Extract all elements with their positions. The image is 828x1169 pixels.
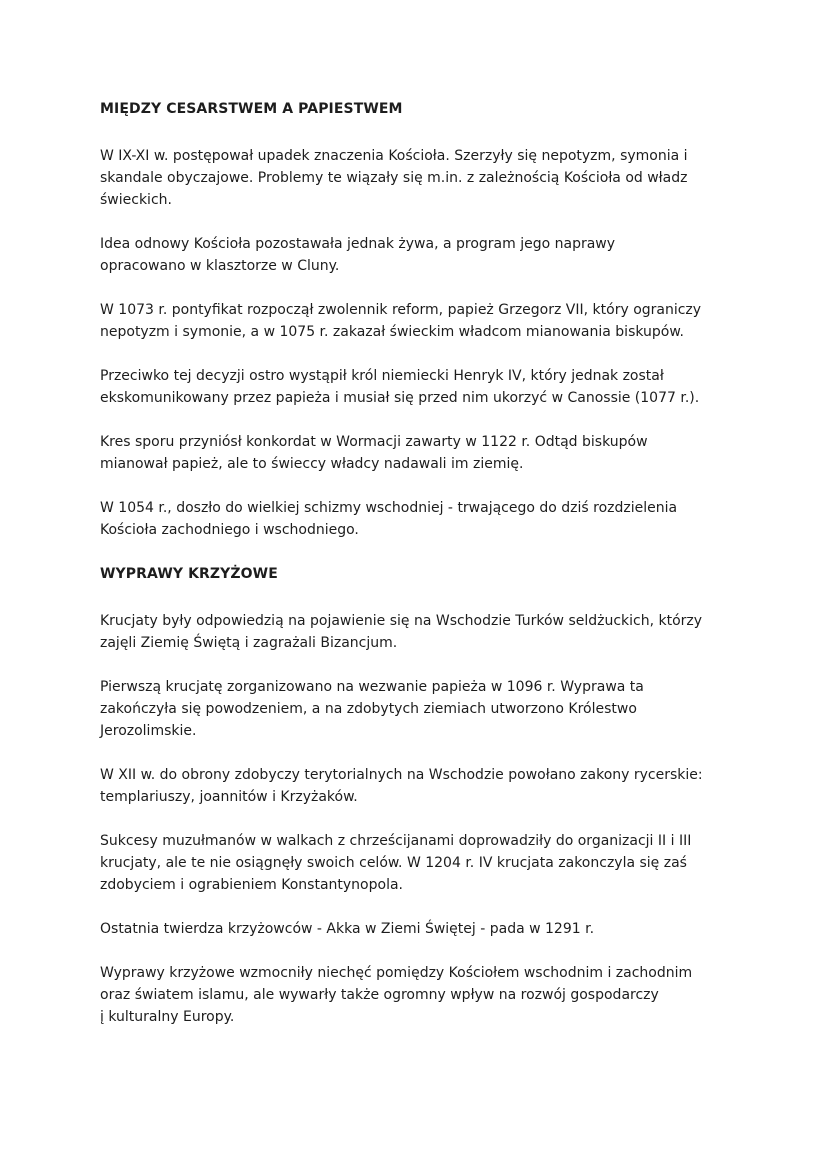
- section-heading: MIĘDZY CESARSTWEM A PAPIESTWEM: [100, 101, 403, 117]
- paragraph: Ostatnia twierdza krzyżowców - Akka w Ziemi Świętej - pada w 1291 r.: [100, 921, 595, 937]
- paragraph: Kres sporu przyniósł konkordat w Wormacji zawarty w 1122 r. Odtąd biskupów mianował papież, ale to świeccy władcy nadawali im ziemię.: [100, 434, 648, 472]
- paragraph: Krucjaty były odpowiedzią na pojawienie się na Wschodzie Turków seldżuckich, którzy zajęli Ziemię Świętą i zagrażali Bizancjum.: [100, 613, 703, 651]
- paragraph: W 1073 r. pontyfikat rozpoczął zwolennik reform, papież Grzegorz VII, który ograniczy nepotyzm i symonie, a w 1075 r. zakazał świeckim władcom mianowania biskupów.: [100, 302, 702, 340]
- section-crusades: [100, 563, 740, 1028]
- paragraph: W IX-XI w. postępował upadek znaczenia Kościoła. Szerzyły się nepotyzm, symonia i skandale obyczajowe. Problemy te wiązały się m.in. z zależnością Kościoła od władz świeckich.: [100, 148, 688, 208]
- paragraph: W 1054 r., doszło do wielkiej schizmy wschodniej - trwającego do dziś rozdzielenia Kościoła zachodniego i wschodniego.: [100, 500, 678, 538]
- section-heading: WYPRAWY KRZYŻOWE: [100, 566, 278, 582]
- paragraph: Idea odnowy Kościoła pozostawała jednak żywa, a program jego naprawy opracowano w klasztorze w Cluny.: [100, 236, 616, 274]
- section-church-empire: [100, 98, 740, 541]
- paragraph: Sukcesy muzułmanów w walkach z chrześcijanami doprowadziły do organizacji II i III krucjaty, ale te nie osiągnęły swoich celów. W 1204 r. IV krucjata zakonczyla się zaś zdobyciem i ograbieniem Konstantynopola.: [100, 833, 692, 893]
- paragraph: Przeciwko tej decyzji ostro wystąpił król niemiecki Henryk IV, który jednak został ekskomunikowany przez papieża i musiał się przed nim ukorzyć w Canossie (1077 r.).: [100, 368, 700, 406]
- document-page: [100, 98, 740, 1050]
- paragraph: W XII w. do obrony zdobyczy terytorialnych na Wschodzie powołano zakony rycerskie: templariuszy, joannitów i Krzyżaków.: [100, 767, 703, 805]
- paragraph: Wyprawy krzyżowe wzmocniły niechęć pomiędzy Kościołem wschodnim i zachodnim oraz światem islamu, ale wywarły także ogromny wpływ na rozwój gospodarczy į kulturalny Europy.: [100, 965, 693, 1025]
- paragraph: Pierwszą krucjatę zorganizowano na wezwanie papieża w 1096 r. Wyprawa ta zakończyła się powodzeniem, a na zdobytych ziemiach utworzono Królestwo Jerozolimskie.: [100, 679, 644, 739]
